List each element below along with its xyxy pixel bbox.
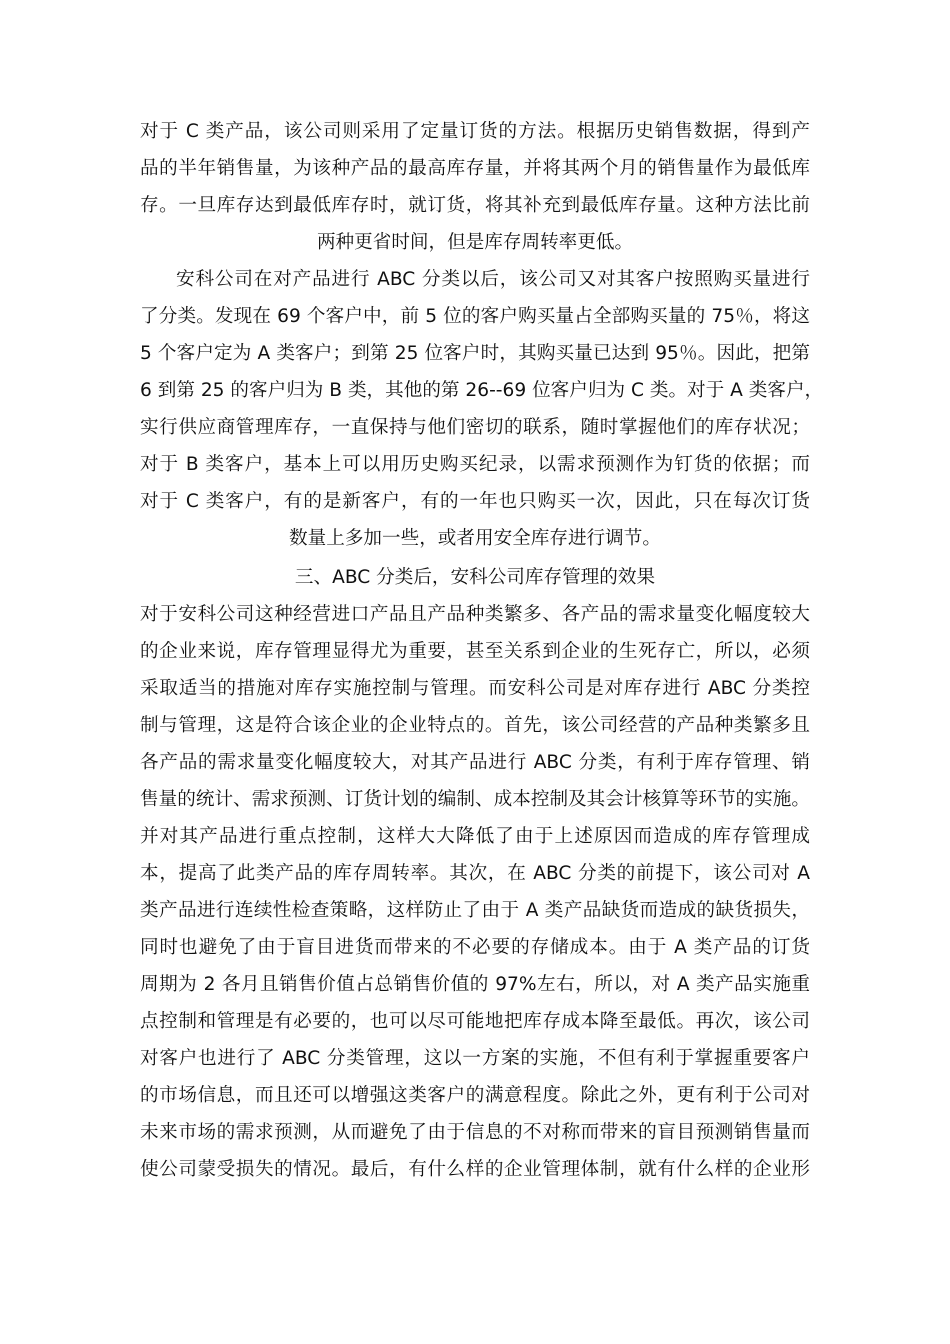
text-line-4: 两种更省时间，但是库存周转率更低。: [316, 232, 634, 253]
text-line-20: 并对其产品进行重点控制，这样大大降低了由于上述原因而造成的库存管理成: [140, 826, 810, 847]
text-line-21: 本，提高了此类产品的库存周转率。其次，在 ABC 分类的前提下，该公司对 A: [140, 863, 810, 884]
text-line-7: 5 个客户定为 A 类客户；到第 25 位客户时，其购买量已达到 95％。因此，把第: [140, 343, 810, 364]
text-line-29: 使公司蒙受损失的情况。最后，有什么样的企业管理体制，就有什么样的企业形: [140, 1159, 810, 1180]
text-line-16: 采取适当的措施对库存实施控制与管理。而安科公司是对库存进行 ABC 分类控: [140, 678, 810, 699]
text-line-2: 品的半年销售量，为该种产品的最高库存量，并将其两个月的销售量作为最低库: [140, 158, 810, 179]
text-line-1: 对于 C 类产品，该公司则采用了定量订货的方法。根据历史销售数据，得到产: [140, 121, 810, 142]
text-line-11: 对于 C 类客户，有的是新客户，有的一年也只购买一次，因此，只在每次订货: [140, 491, 810, 512]
text-line-26: 对客户也进行了 ABC 分类管理，这以一方案的实施，不但有利于掌握重要客户: [140, 1048, 810, 1069]
text-line-25: 点控制和管理是有必要的，也可以尽可能地把库存成本降至最低。再次，该公司: [140, 1011, 810, 1032]
text-line-28: 未来市场的需求预测，从而避免了由于信息的不对称而带来的盲目预测销售量而: [140, 1122, 810, 1143]
text-line-9: 实行供应商管理库存，一直保持与他们密切的联系，随时掌握他们的库存状况；: [140, 417, 810, 438]
text-line-15: 的企业来说，库存管理显得尤为重要，甚至关系到企业的生死存亡，所以，必须: [140, 641, 810, 662]
text-line-27: 的市场信息，而且还可以增强这类客户的满意程度。除此之外，更有利于公司对: [140, 1085, 810, 1106]
text-line-17: 制与管理，这是符合该企业的企业特点的。首先，该公司经营的产品种类繁多且: [140, 715, 810, 736]
text-line-18: 各产品的需求量变化幅度较大，对其产品进行 ABC 分类，有利于库存管理、销: [140, 752, 810, 773]
text-line-22: 类产品进行连续性检查策略，这样防止了由于 A 类产品缺货而造成的缺货损失，: [140, 900, 810, 921]
text-line-19: 售量的统计、需求预测、订货计划的编制、成本控制及其会计核算等环节的实施。: [140, 789, 810, 810]
text-line-3: 存。一旦库存达到最低库存时，就订货，将其补充到最低库存量。这种方法比前: [140, 195, 810, 216]
text-line-8: 6 到第 25 的客户归为 B 类，其他的第 26--69 位客户归为 C 类。对于 A 类客户，: [140, 380, 824, 401]
text-line-6: 了分类。发现在 69 个客户中，前 5 位的客户购买量占全部购买量的 75％，将这: [140, 306, 810, 327]
text-line-12: 数量上多加一些，或者用安全库存进行调节。: [289, 528, 661, 549]
text-line-14: 对于安科公司这种经营进口产品且产品种类繁多、各产品的需求量变化幅度较大: [140, 604, 810, 625]
text-line-24: 周期为 2 各月且销售价值占总销售价值的 97%左右，所以，对 A 类产品实施重: [140, 974, 810, 995]
text-line-23: 同时也避免了由于盲目进货而带来的不必要的存储成本。由于 A 类产品的订货: [140, 937, 810, 958]
paragraph-start-line: 安科公司在对产品进行 ABC 分类以后，该公司又对其客户按照购买量进行: [176, 269, 810, 290]
text-line-10: 对于 B 类客户，基本上可以用历史购买纪录，以需求预测作为钉货的依据；而: [140, 454, 810, 475]
section-heading: 三、ABC 分类后，安科公司库存管理的效果: [294, 567, 656, 588]
